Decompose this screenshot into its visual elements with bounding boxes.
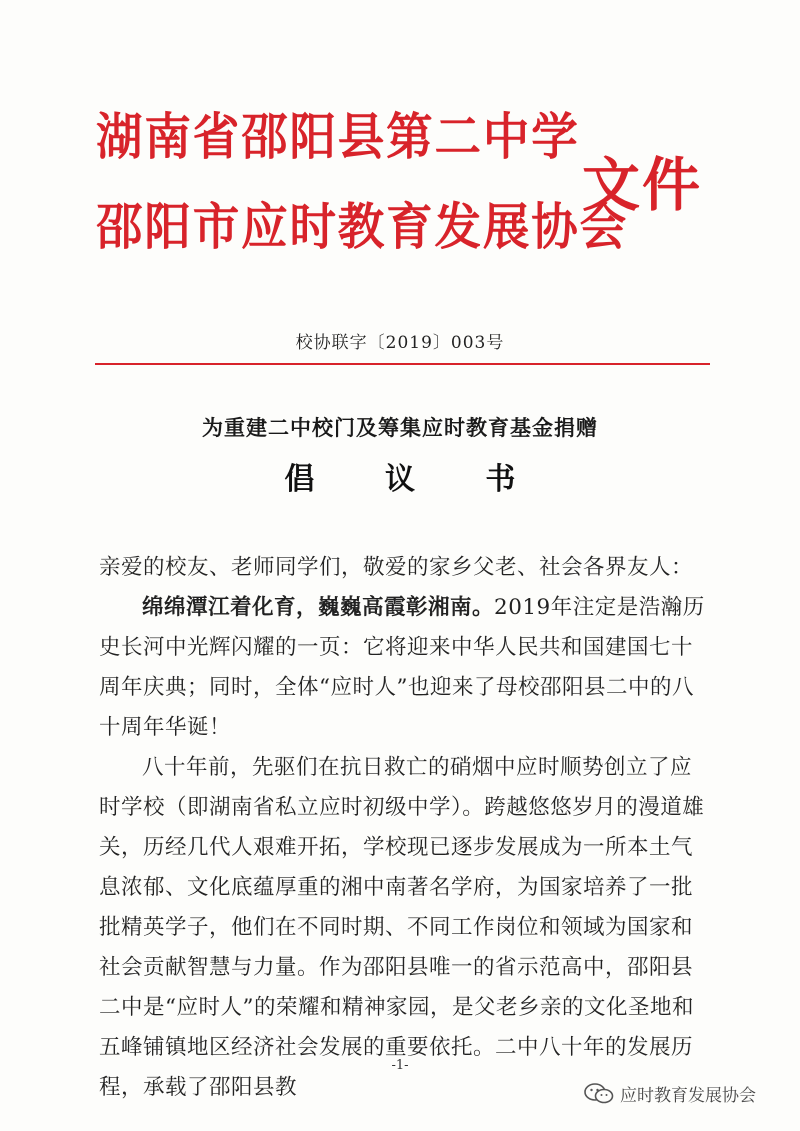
wechat-watermark: [584, 1081, 756, 1106]
document-body: [99, 548, 711, 1108]
wechat-icon: [584, 1083, 614, 1105]
paragraph-lead: 绵绵潭江着化育，巍巍高霞彰湘南。: [142, 595, 495, 620]
org-name-line-2: 邵阳市应时教育发展协会: [96, 198, 628, 256]
watermark-account-name: 应时教育发展协会: [620, 1086, 756, 1106]
document-title: 倡 议 书: [284, 462, 546, 497]
document-number: 校协联字〔2019〕003号: [295, 333, 505, 353]
paragraph-text: 八十年前，先驱们在抗日救亡的硝烟中应时顺势创立了应时学校（即湖南省私立应时初级中学）。跨越悠悠岁月的漫道雄关，历经几代人艰难开拓，学校现已逐步发展成为一所本土气息浓郁、文化底蕴厚重的湘中南著名学府，为国家培养了一批批精英学子，他们在不同时期、不同工作岗位和领域为国家和社会贡献智慧与力量。作为邵阳县唯一的省示范高中，邵阳县二中是“应时人”的荣耀和精神家园，是父老乡亲的文化圣地和五峰铺镇地区经济社会发展的重要依托。二中八十年的发展历程，承载了邵阳县教: [99, 755, 705, 1100]
body-paragraph-2: [99, 748, 711, 1108]
org-name-line-1: 湖南省邵阳县第二中学: [96, 108, 580, 166]
paragraph-text: 2019年注定是浩瀚历史长河中光辉闪耀的一页：它将迎来中华人民共和国建国七十周年庆典；同时，全体“应时人”也迎来了母校邵阳县二中的八十周年华诞！: [99, 595, 705, 740]
page-number: -1-: [391, 1058, 409, 1073]
document-type-label: 文件: [582, 151, 703, 219]
document-subject: 为重建二中校门及筹集应时教育基金捐赠: [202, 415, 598, 440]
red-divider-line: [95, 363, 710, 365]
body-paragraph-1: [99, 588, 711, 748]
salutation: 亲爱的校友、老师同学们，敬爱的家乡父老、社会各界友人：: [99, 555, 694, 580]
